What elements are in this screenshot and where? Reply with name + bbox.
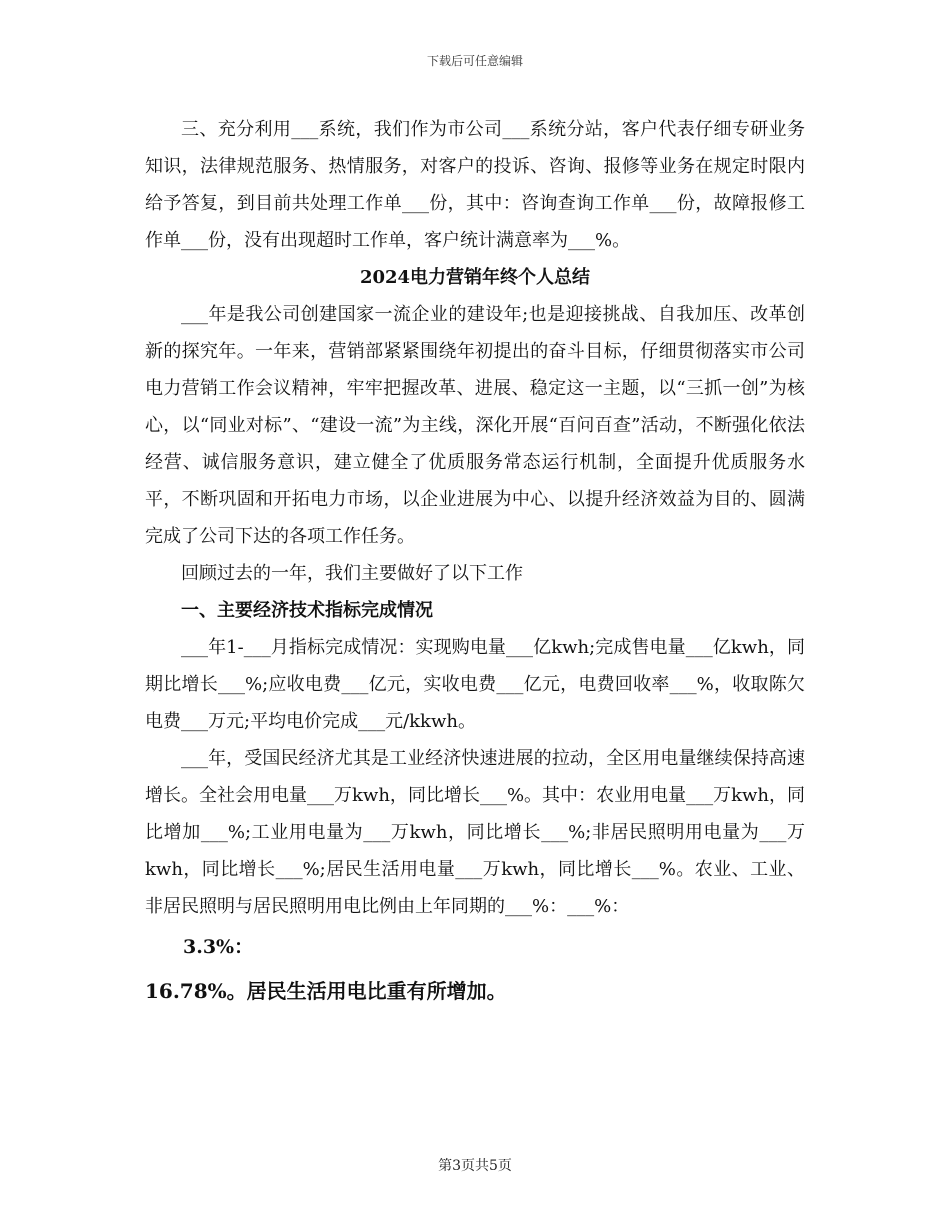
paragraph-ratio-a: 3.3%： <box>183 936 254 958</box>
document-body <box>145 111 805 1013</box>
paragraph-ratio-b: 16.78%。居民生活用电比重有所增加。 <box>145 979 507 1003</box>
paragraph-indicators: ___年1-___月指标完成情况：实现购电量___亿kwh;完成售电量___亿kwh，同期比增长___%;应收电费___亿元，实收电费___亿元，电费回收率___%，收取陈欠电费___万元;平均电价完成___元/kkwh。 <box>145 637 805 732</box>
paragraph-consumption: ___年，受国民经济尤其是工业经济快速进展的拉动，全区用电量继续保持高速增长。全社会用电量___万kwh，同比增长___%。其中：农业用电量___万kwh，同比增加___%;工业用电量为___万kwh，同比增长___%;非居民照明用电量为___万kwh，同比增长___%;居民生活用电量___万kwh，同比增长___%。农业、工业、非居民照明与居民照明用电比例由上年同期的___%：___%： <box>145 748 805 917</box>
page-footer: 第3页共5页 <box>438 1158 512 1174</box>
document-title: 2024电力营销年终个人总结 <box>359 267 591 288</box>
paragraph-system-usage: 三、充分利用___系统，我们作为市公司___系统分站，客户代表仔细专研业务知识，法律规范服务、热情服务，对客户的投诉、咨询、报修等业务在规定时限内给予答复，到目前共处理工作单___份，其中：咨询查询工作单___份，故障报修工作单___份，没有出现超时工作单，客户统计满意率为___%。 <box>145 119 805 251</box>
page-header: 下载后可任意编辑 <box>426 54 523 68</box>
paragraph-intro: ___年是我公司创建国家一流企业的建设年;也是迎接挑战、自我加压、改革创新的探究年。一年来，营销部紧紧围绕年初提出的奋斗目标，仔细贯彻落实市公司电力营销工作会议精神，牢牢把握改革、进展、稳定这一主题，以“三抓一创”为核心，以“同业对标”、“建设一流”为主线，深化开展“百问百查”活动，不断强化依法经营、诚信服务意识，建立健全了优质服务常态运行机制，全面提升优质服务水平，不断巩固和开拓电力市场，以企业进展为中心、以提升经济效益为目的、圆满完成了公司下达的各项工作任务。 <box>145 304 805 547</box>
paragraph-review: 回顾过去的一年，我们主要做好了以下工作 <box>181 563 523 584</box>
section-heading: 一、主要经济技术指标完成情况 <box>181 600 433 621</box>
